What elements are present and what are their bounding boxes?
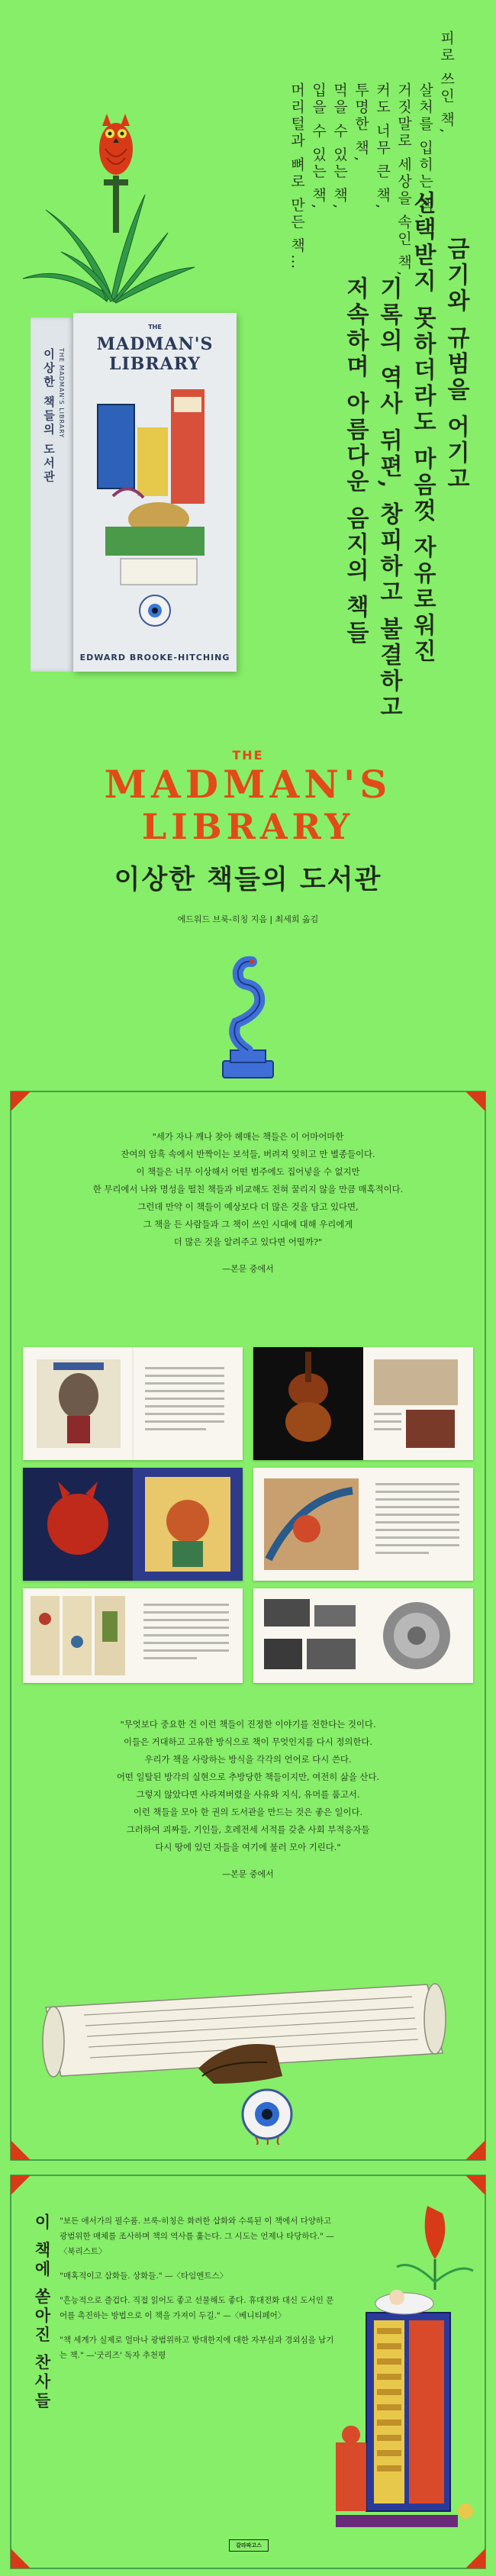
quote-line: 다시 땅에 있던 자들을 여기에 불러 모아 기린다." bbox=[155, 1842, 341, 1852]
headline-line: 기록의 역사 뒤편, 창피하고 불결하고 bbox=[375, 276, 402, 721]
publisher-logo: 갈라파고스 bbox=[229, 2539, 269, 2552]
quote-line: 이런 책들을 모아 한 권의 도서관을 만드는 것은 좋은 일이다. bbox=[133, 1807, 363, 1817]
spine-title: 이상한 책들의 도서관 bbox=[42, 348, 56, 485]
spread-illustration bbox=[253, 1347, 473, 1460]
intro-line: 투명한 책, bbox=[353, 82, 369, 164]
headline-line: 저속하며 아름다운 음지의 책들 bbox=[342, 276, 369, 647]
praise-item: "매혹적이고 삼화들. 상화들." —〈타임엔트스〉 bbox=[60, 2271, 228, 2281]
cover-title: MADMAN'S LIBRARY bbox=[96, 334, 214, 374]
author-translator-credit: 에드워드 브룩-히칭 지음 | 최세희 옮김 bbox=[177, 914, 319, 924]
page-spread-gallery bbox=[23, 1347, 473, 1683]
book-cover bbox=[31, 313, 237, 672]
excerpt-quote-2 bbox=[31, 1716, 465, 1883]
spread-illustration bbox=[23, 1468, 243, 1581]
intro-line: 커도 너무 큰 책, bbox=[374, 82, 391, 211]
praise-item: "흔능적으로 즐겁다. 직접 읽어도 좋고 선물해도 좋다. 휴대전화 대신 도서인 문어를 촉진하는 방법으로 이 책을 가져이 두길." —〈베니티페어〉 bbox=[60, 2296, 334, 2320]
spine-subtitle: THE MADMAN'S LIBRARY bbox=[58, 348, 65, 439]
praise-section bbox=[0, 2168, 496, 2576]
praise-list bbox=[60, 2213, 334, 2372]
cabinet-figures-illustration bbox=[320, 2191, 481, 2542]
spread-violin bbox=[253, 1347, 473, 1460]
title-line-1: MADMAN'S bbox=[104, 762, 392, 807]
book-front bbox=[73, 313, 237, 672]
cover-artwork bbox=[82, 382, 227, 641]
quote-line: 이 책들은 너무 이상해서 어떤 범주에도 집어넣을 수 없지만 bbox=[136, 1166, 360, 1177]
intro-line: 머리털과 뼈로 만든 책… bbox=[288, 82, 305, 272]
hero-section bbox=[0, 0, 496, 1084]
snake-statue-illustration bbox=[214, 954, 282, 1084]
quote-line: 그러하여 괴짜들, 기인들, 호레전세 서적를 갖춘 사회 부적응자들 bbox=[126, 1824, 370, 1835]
quote-line: 그런데 만약 이 책들이 예상보다 더 많은 것을 담고 있다면, bbox=[137, 1201, 359, 1212]
spread-tattoo-art bbox=[253, 1468, 473, 1581]
quote-source: —본문 중에서 bbox=[222, 1264, 274, 1274]
excerpt-gallery-section bbox=[0, 1084, 496, 2168]
headline-line: 선택받지 못하더라도 마음껏 자유로워진 bbox=[409, 191, 436, 666]
praise-item: "책 세계가 실제로 얼마나 광범위하고 방대한지에 대한 자부심과 경외심을 남기는 책." —'굿리즈' 독자 추천평 bbox=[60, 2336, 334, 2360]
intro-line: 살처를 입히는 책, bbox=[417, 82, 433, 221]
scroll-hand-eye-illustration bbox=[31, 1962, 465, 2145]
title-line-2: LIBRARY bbox=[141, 806, 355, 847]
spread-illustration bbox=[253, 1468, 473, 1581]
quote-line: "세가 자나 깨나 찾아 헤매는 책들은 이 어마어마한 bbox=[152, 1131, 344, 1142]
quote-line: 그 책을 든 사람들과 그 책이 쓰인 시대에 대해 우리에게 bbox=[143, 1219, 353, 1230]
quote-line: 우리가 책을 사랑하는 방식을 각각의 언어로 다시 쓴다. bbox=[144, 1754, 352, 1765]
headline-line: 금기와 규범을 어기고 bbox=[443, 237, 469, 492]
korean-title: 이상한 책들의 도서관 bbox=[114, 864, 382, 895]
spread-demon-figure bbox=[23, 1347, 243, 1460]
excerpt-quote-1 bbox=[31, 1128, 465, 1278]
spread-typewriters bbox=[253, 1588, 473, 1683]
quote-line: 더 많은 것을 알려주고 있다면 어떨까?" bbox=[173, 1236, 323, 1247]
title-the: THE bbox=[232, 748, 264, 762]
intro-line: 피로 쓰인 책, bbox=[438, 31, 455, 136]
spread-devil-paintings bbox=[23, 1468, 243, 1581]
spread-illustration bbox=[253, 1588, 473, 1683]
palm-leaves-illustration bbox=[15, 179, 198, 324]
spread-manuscript bbox=[23, 1588, 243, 1683]
intro-line: 입을 수 있는 책, bbox=[310, 82, 327, 211]
cover-the: THE bbox=[148, 324, 162, 330]
quote-line: 한 무리에서 나와 명성을 떨친 책들과 비교해도 전혀 꿀리지 않을 만큼 매혹적이다. bbox=[92, 1184, 404, 1195]
quote-line: 이들은 거대하고 고유한 방식으로 책이 무엇인지를 다시 정의한다. bbox=[123, 1736, 373, 1747]
quote-line: 그렇지 않았다면 사라져버렸을 사유와 지식, 유머를 품고서. bbox=[136, 1789, 360, 1800]
quote-source: —본문 중에서 bbox=[222, 1869, 274, 1879]
quote-line: "무엇보다 중요한 건 이런 책들이 진정한 이야기를 전한다는 것이다. bbox=[120, 1719, 376, 1730]
quote-line: 잔여의 암흑 속에서 반짝이는 보석들, 버려져 잊히고 만 별종들이다. bbox=[121, 1149, 375, 1159]
spread-illustration bbox=[23, 1588, 243, 1683]
spread-illustration bbox=[23, 1347, 243, 1460]
intro-line: 거짓말로 세상을 속인 책, bbox=[395, 82, 412, 279]
cover-author: EDWARD BROOKE-HITCHING bbox=[79, 653, 230, 663]
praise-heading: 이 책에 쏟아진 찬사들 bbox=[33, 2213, 52, 2411]
quote-line: 어떤 일탈된 방각의 실현으로 추방당한 책들이지만, 여전히 삶을 산다. bbox=[116, 1772, 380, 1782]
book-spine bbox=[31, 318, 73, 672]
intro-line: 먹을 수 있는 책, bbox=[331, 82, 348, 211]
praise-item: "보든 애서가의 필수품. 브룩-히칭은 화려한 삽화와 수록된 이 책에서 다양하고 광범위한 매체를 조사하며 책의 역사를 훑는다. 그 시도는 언제나 타당하다." —〈북리스트〉 bbox=[60, 2217, 334, 2256]
